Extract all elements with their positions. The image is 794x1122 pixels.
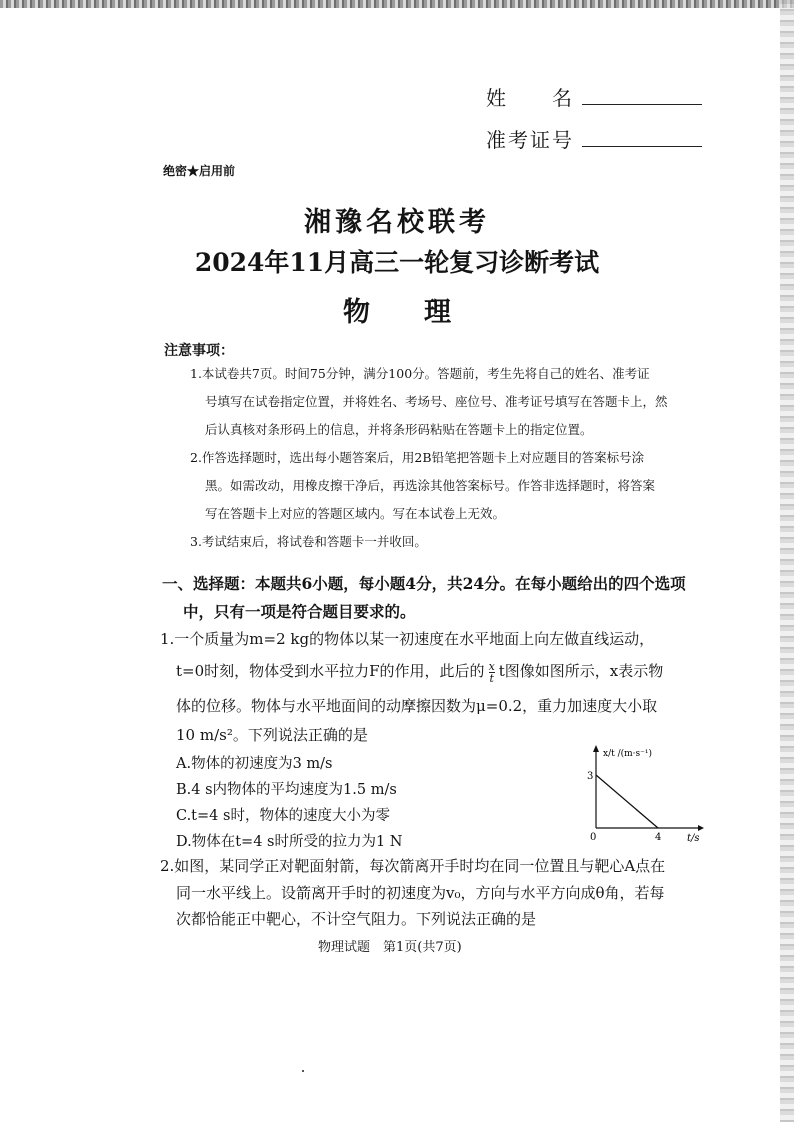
- q1-option-b: B.4 s内物体的平均速度为1.5 m/s: [176, 782, 397, 798]
- fraction-numerator: x: [488, 659, 495, 673]
- q2-stem-line: 2.如图，某同学正对靶面射箭，每次箭离开手时均在同一位置且与靶心A点在: [160, 857, 666, 875]
- origin-label: 0: [590, 832, 597, 843]
- q1-stem-text: t=0时刻，物体受到水平拉力F的作用，此后的: [176, 662, 485, 680]
- x-tick-label: 4: [655, 832, 662, 843]
- scan-speck: [302, 1070, 304, 1072]
- q1-option-d: D.物体在t=4 s时所受的拉力为1 N: [176, 834, 403, 850]
- notice-line: 写在答题卡上对应的答题区域内。写在本试卷上无效。: [205, 506, 506, 521]
- notice-line: 2.作答选择题时，选出每小题答案后，用2B铅笔把答题卡上对应题目的答案标号涂: [190, 450, 645, 465]
- notice-line: 3.考试结束后，将试卷和答题卡一并收回。: [190, 534, 427, 549]
- notice-line: 后认真核对条形码上的信息，并将条形码粘贴在答题卡上的指定位置。: [205, 422, 593, 437]
- exam-series-title: 湘豫名校联考: [304, 207, 490, 238]
- subject-title: 物 理: [343, 297, 451, 328]
- x-axis-label: t/s: [687, 833, 700, 844]
- name-field[interactable]: [486, 82, 702, 111]
- y-axis-arrow: [593, 745, 599, 752]
- data-line: [596, 775, 658, 828]
- q1-stem-line: 1.一个质量为m=2 kg的物体以某一初速度在水平地面上向左做直线运动，: [160, 630, 655, 648]
- q1-stem-line: [176, 660, 663, 684]
- scan-edge-right: [780, 0, 794, 1122]
- page-footer: 物理试题 第1页(共7页): [318, 940, 462, 955]
- y-tick-label: 3: [587, 771, 594, 782]
- q1-stem-text: t图像如图所示，x表示物: [498, 662, 664, 680]
- scan-edge-top: [0, 0, 794, 8]
- q1-stem-line: 体的位移。物体与水平地面间的动摩擦因数为μ=0.2，重力加速度大小取: [176, 697, 658, 715]
- notice-line: 黑。如需改动，用橡皮擦干净后，再选涂其他答案标号。作答非选择题时，将答案: [205, 478, 656, 493]
- x-over-t-fraction: [489, 661, 495, 684]
- notice-line: 1.本试卷共7页。时间75分钟，满分100分。答题前，考生先将自己的姓名、准考证: [190, 366, 650, 381]
- q2-stem-line: 同一水平线上。设箭离开手时的初速度为v₀，方向与水平方向成θ角，若每: [176, 884, 665, 902]
- notice-heading: 注意事项：: [164, 343, 234, 359]
- exam-id-field[interactable]: [486, 124, 702, 153]
- secret-mark: 绝密★启用前: [163, 164, 236, 178]
- y-axis-label: x/t /(m·s⁻¹): [603, 749, 653, 759]
- section-heading-cont: 中，只有一项是符合题目要求的。: [183, 602, 416, 621]
- exam-id-blank[interactable]: [582, 128, 702, 147]
- name-blank[interactable]: [582, 86, 702, 105]
- x-over-t-graph: [576, 740, 706, 845]
- q1-option-c: C.t=4 s时，物体的速度大小为零: [176, 808, 390, 824]
- exam-title: 2024年11月高三一轮复习诊断考试: [194, 248, 600, 277]
- notice-line: 号填写在试卷指定位置，并将姓名、考场号、座位号、准考证号填写在答题卡上，然: [205, 394, 668, 409]
- exam-id-label: 准考证号: [486, 128, 574, 152]
- section-heading: 一、选择题：本题共6小题，每小题4分，共24分。在每小题给出的四个选项: [162, 574, 686, 593]
- name-label: 姓 名: [486, 86, 574, 110]
- q2-stem-line: 次都恰能正中靶心，不计空气阻力。下列说法正确的是: [176, 910, 537, 928]
- fraction-denominator: t: [489, 671, 494, 685]
- x-axis-arrow: [698, 825, 704, 831]
- q1-stem-line: 10 m/s²。下列说法正确的是: [176, 726, 368, 744]
- q1-option-a: A.物体的初速度为3 m/s: [176, 756, 333, 772]
